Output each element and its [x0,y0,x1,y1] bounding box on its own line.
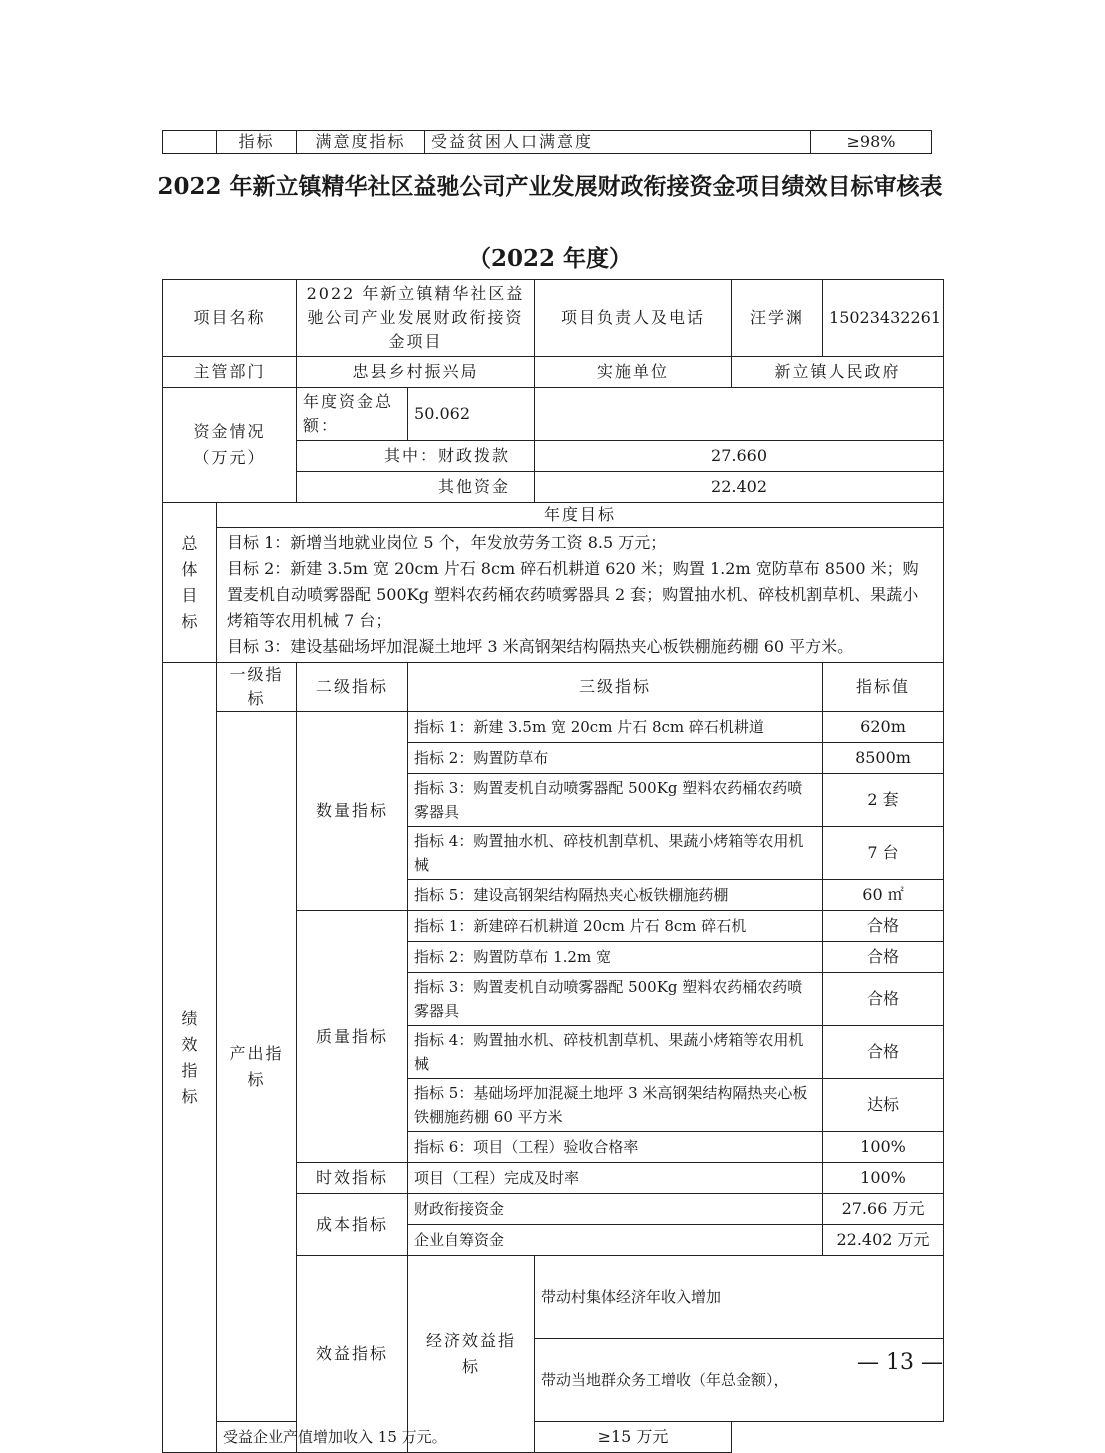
table-cell: ≥98% [811,131,932,154]
indicator-text: 指标 4：购置抽水机、碎枝机割草机、果蔬小烤箱等农用机械 [408,1026,823,1079]
timeliness-label: 时效指标 [297,1163,408,1194]
cost-label: 成本指标 [297,1194,408,1256]
indicator-text: 指标 4：购置抽水机、碎枝机割草机、果蔬小烤箱等农用机械 [408,827,823,880]
table-cell [163,131,217,154]
table-row [163,388,944,441]
indicator-value: 合格 [823,911,944,942]
funds-fiscal-value: 27.660 [535,441,944,472]
goal-2: 目标 2：新建 3.5m 宽 20cm 片石 8cm 碎石机耕道 620 米；购置 1.2m 宽防草布 8500 米；购置麦机自动喷雾器配 500Kg 塑料农药桶农药喷雾器具 2 套；购置抽水机、碎枝机割草机、果蔬小烤箱等农用机械 7 台； [227,559,919,630]
indicator-value: 100% [823,1132,944,1163]
indicator-text: 指标 3：购置麦机自动喷雾器配 500Kg 塑料农药桶农药喷雾器具 [408,774,823,827]
header-level3: 三级指标 [408,663,823,712]
indicator-text: 指标 6：项目（工程）验收合格率 [408,1132,823,1163]
output-label: 产出指标 [217,712,297,1422]
funds-label: 资金情况（万元） [163,388,297,503]
table-row [163,1422,944,1453]
table-cell [535,388,944,441]
table-row [163,528,944,663]
indicator-value: 合格 [823,973,944,1026]
goal-3: 目标 3：建设基础场坪加混凝土地坪 3 米高钢架结构隔热夹心板铁棚施药棚 60 平方米。 [227,637,854,656]
goals-header: 年度目标 [217,503,944,528]
dept-label: 主管部门 [163,357,297,388]
indicator-text: 指标 2：购置防草布 1.2m 宽 [408,942,823,973]
indicator-value: 合格 [823,942,944,973]
funds-other-value: 22.402 [535,472,944,503]
indicator-text: 项目（工程）完成及时率 [408,1163,823,1194]
indicator-text: 指标 2：购置防草布 [408,743,823,774]
table-row [163,131,932,154]
table-cell: 指标 [217,131,297,154]
funds-fiscal-label: 其中：财政拨款 [297,441,535,472]
quantity-label: 数量指标 [297,712,408,911]
performance-table [162,279,944,1453]
goals-content [217,528,944,663]
funds-other-label: 其他资金 [297,472,535,503]
indicator-text: 受益企业产值增加收入 15 万元。 [217,1422,535,1453]
indicator-value: 合格 [823,1026,944,1079]
indicator-text: 企业自筹资金 [408,1225,823,1256]
page-subtitle: （2022 年度） [467,245,633,272]
benefit-label: 效益指标 [297,1256,408,1453]
indicator-text: 带动当地群众务工增收（年总金额）， [535,1339,944,1422]
table-row [163,712,944,743]
indicator-text: 指标 1：新建 3.5m 宽 20cm 片石 8cm 碎石机耕道 [408,712,823,743]
header-value: 指标值 [823,663,944,712]
header-level1: 一级指标 [217,663,297,712]
indicator-value: 27.66 万元 [823,1194,944,1225]
table-row [163,280,944,357]
indicator-value: 8500m [823,743,944,774]
indicator-value: 22.402 万元 [823,1225,944,1256]
indicator-value: ≥15 万元 [535,1422,732,1453]
indicator-text: 财政衔接资金 [408,1194,823,1225]
dept-value: 忠县乡村振兴局 [297,357,535,388]
funds-total-value: 50.062 [408,388,535,441]
goal-1: 目标 1：新增当地就业岗位 5 个，年发放劳务工资 8.5 万元； [227,533,667,552]
indicator-value: 达标 [823,1079,944,1132]
goals-label: 总 体 目 标 [163,503,217,663]
impl-label: 实施单位 [535,357,732,388]
indicator-value: 2 套 [823,774,944,827]
economic-label: 经济效益指标 [408,1256,535,1453]
indicator-text: 指标 1：新建碎石机耕道 20cm 片石 8cm 碎石机 [408,911,823,942]
indicator-value: 60 ㎡ [823,880,944,911]
table-row [163,663,944,712]
project-name-label: 项目名称 [163,280,297,357]
funds-total-label: 年度资金总额： [297,388,408,441]
indicators-label: 绩 效 指 标 [163,663,217,1453]
quality-label: 质量指标 [297,911,408,1163]
leader-name: 汪学渊 [732,280,823,357]
page-number: — 13 — [857,1350,943,1375]
indicator-text: 指标 5：建设高钢架结构隔热夹心板铁棚施药棚 [408,880,823,911]
leader-label: 项目负责人及电话 [535,280,732,357]
project-name-value: 2022 年新立镇精华社区益驰公司产业发展财政衔接资金项目 [297,280,535,357]
leader-phone: 15023432261 [823,280,944,357]
table-row [163,503,944,528]
page-title: 2022 年新立镇精华社区益驰公司产业发展财政衔接资金项目绩效目标审核表 [157,173,943,200]
table-cell: 受益贫困人口满意度 [425,131,811,154]
indicator-text: 指标 5：基础场坪加混凝土地坪 3 米高钢架结构隔热夹心板铁棚施药棚 60 平方米 [408,1079,823,1132]
indicator-value: 620m [823,712,944,743]
continuation-table [162,130,932,154]
indicator-value: 7 台 [823,827,944,880]
table-row [163,357,944,388]
indicator-text: 带动村集体经济年收入增加 [535,1256,944,1339]
table-cell: 满意度指标 [297,131,425,154]
impl-value: 新立镇人民政府 [732,357,944,388]
indicator-text: 指标 3：购置麦机自动喷雾器配 500Kg 塑料农药桶农药喷雾器具 [408,973,823,1026]
indicator-value: 100% [823,1163,944,1194]
header-level2: 二级指标 [297,663,408,712]
